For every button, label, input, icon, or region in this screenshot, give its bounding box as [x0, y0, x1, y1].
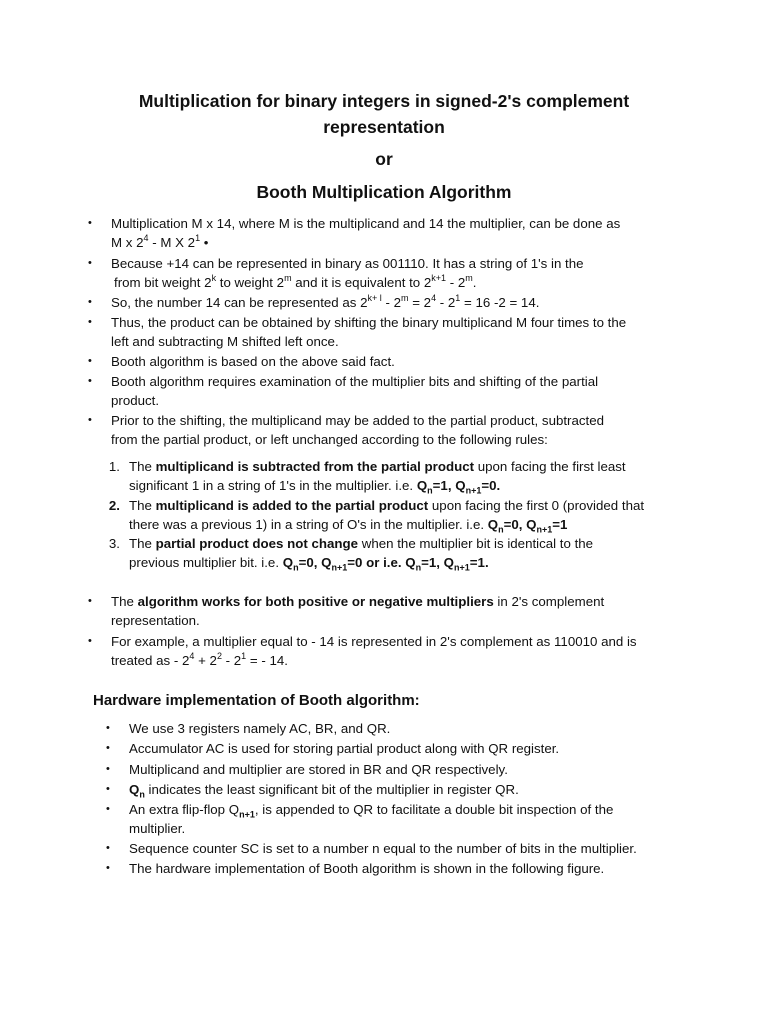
- rule-2-line-2: there was a previous 1) in a string of O's in the multiplier. i.e. $Q_n=0$, $Q_{n+1}=1$: [129, 517, 568, 535]
- bullet-glyph: •: [88, 217, 92, 229]
- bullet-4-line-2: left and subtracting M shifted left once.: [111, 334, 339, 349]
- hardware-item-5-line-1: An extra flip-flop $Q_{n+1}$, is appended to QR to facilitate a double bit inspection of the: [129, 802, 614, 820]
- bullet-7-line-1: Prior to the shifting, the multiplicand may be added to the partial product, subtracted: [111, 413, 605, 428]
- bullet-2-line-2: from bit weight 2$^k$ to weight 2$^m$ and it is equivalent to $2^{k+1} - 2^m$.: [114, 272, 477, 290]
- bullet-glyph: •: [88, 414, 92, 426]
- hardware-item-1: We use 3 registers namely AC, BR, and QR.: [129, 721, 391, 736]
- rule-2-number: 2.: [108, 498, 120, 513]
- bullet-glyph: •: [88, 375, 92, 387]
- bullet-glyph: •: [106, 783, 110, 795]
- title-line-2: representation: [323, 117, 445, 137]
- hardware-item-3: Multiplicand and multiplier are stored in BR and QR respectively.: [129, 762, 508, 777]
- hardware-item-6: Sequence counter SC is set to a number n equal to the number of bits in the multiplier.: [129, 841, 637, 856]
- title-line-1: Multiplication for binary integers in signed-2's complement: [138, 91, 630, 111]
- rule-1-line-1: The multiplicand is subtracted from the partial product upon facing the first least: [129, 459, 626, 474]
- bullet-8-line-1: The algorithm works for both positive or negative multipliers in 2's complement: [111, 594, 605, 609]
- bullet-glyph: •: [106, 862, 110, 874]
- bullet-5-line-1: Booth algorithm is based on the above said fact.: [111, 354, 395, 369]
- hardware-item-7: The hardware implementation of Booth algorithm is shown in the following figure.: [129, 861, 605, 876]
- rule-3-line-1: The partial product does not change when the multiplier bit is identical to the: [129, 536, 594, 551]
- bullet-glyph: •: [106, 842, 110, 854]
- hardware-item-4: $Q_n$ indicates the least significant bit of the multiplier in register QR.: [129, 782, 519, 800]
- bullet-glyph: •: [106, 742, 110, 754]
- rule-1-line-2: significant 1 in a string of 1's in the multiplier. i.e. $Q_n=1$, $Q_{n+1}=0$.: [129, 478, 501, 496]
- bullet-1-line-1: Multiplication M x 14, where M is the multiplicand and 14 the multiplier, can be done as: [111, 216, 621, 231]
- bullet-glyph: •: [106, 722, 110, 734]
- bullet-glyph: •: [106, 763, 110, 775]
- rule-1-number: 1.: [108, 459, 120, 474]
- bullet-2-line-1: Because +14 can be represented in binary as 001110. It has a string of 1's in the: [111, 256, 584, 271]
- rule-3-line-2: previous multiplier bit. i.e. $Q_n=0$, $Q_{n+1}=0$ or i.e. $Q_n=1$, $Q_{n+1}=1$.: [129, 555, 489, 573]
- hardware-item-5-line-2: multiplier.: [129, 821, 186, 836]
- title-line-3: Booth Multiplication Algorithm: [256, 182, 512, 202]
- title-or: or: [375, 149, 393, 169]
- bullet-9-line-1: For example, a multiplier equal to - 14 is represented in 2's complement as 110010 and is: [111, 634, 637, 649]
- bullet-6-line-2: product.: [111, 393, 160, 408]
- bullet-glyph: •: [88, 635, 92, 647]
- bullet-glyph: •: [88, 257, 92, 269]
- hardware-item-2: Accumulator AC is used for storing partial product along with QR register.: [129, 741, 560, 756]
- bullet-glyph: •: [88, 355, 92, 367]
- bullet-glyph: •: [88, 595, 92, 607]
- bullet-glyph: •: [88, 316, 92, 328]
- hardware-heading: Hardware implementation of Booth algorithm:: [93, 692, 420, 709]
- bullet-1-line-2: M x $2^4$ - M X $2^1$ •: [111, 232, 209, 250]
- bullet-glyph: •: [106, 803, 110, 815]
- bullet-7-line-2: from the partial product, or left unchanged according to the following rules:: [111, 432, 548, 447]
- rule-2-line-1: The multiplicand is added to the partial product upon facing the first 0 (provided that: [129, 498, 645, 513]
- bullet-6-line-1: Booth algorithm requires examination of the multiplier bits and shifting of the partial: [111, 374, 599, 389]
- rule-3-number: 3.: [108, 536, 120, 551]
- bullet-8-line-2: representation.: [111, 613, 200, 628]
- bullet-glyph: •: [88, 296, 92, 308]
- bullet-3-line-1: So, the number 14 can be represented as $2^{k+ l} - 2^m = 2^4 - 2^1 = 16$ -2 = 14.: [111, 292, 540, 310]
- bullet-4-line-1: Thus, the product can be obtained by shifting the binary multiplicand M four times to the: [111, 315, 627, 330]
- bullet-9-line-2: treated as - $2^4 + 2^2 - 2^1$ = - 14.: [111, 650, 288, 668]
